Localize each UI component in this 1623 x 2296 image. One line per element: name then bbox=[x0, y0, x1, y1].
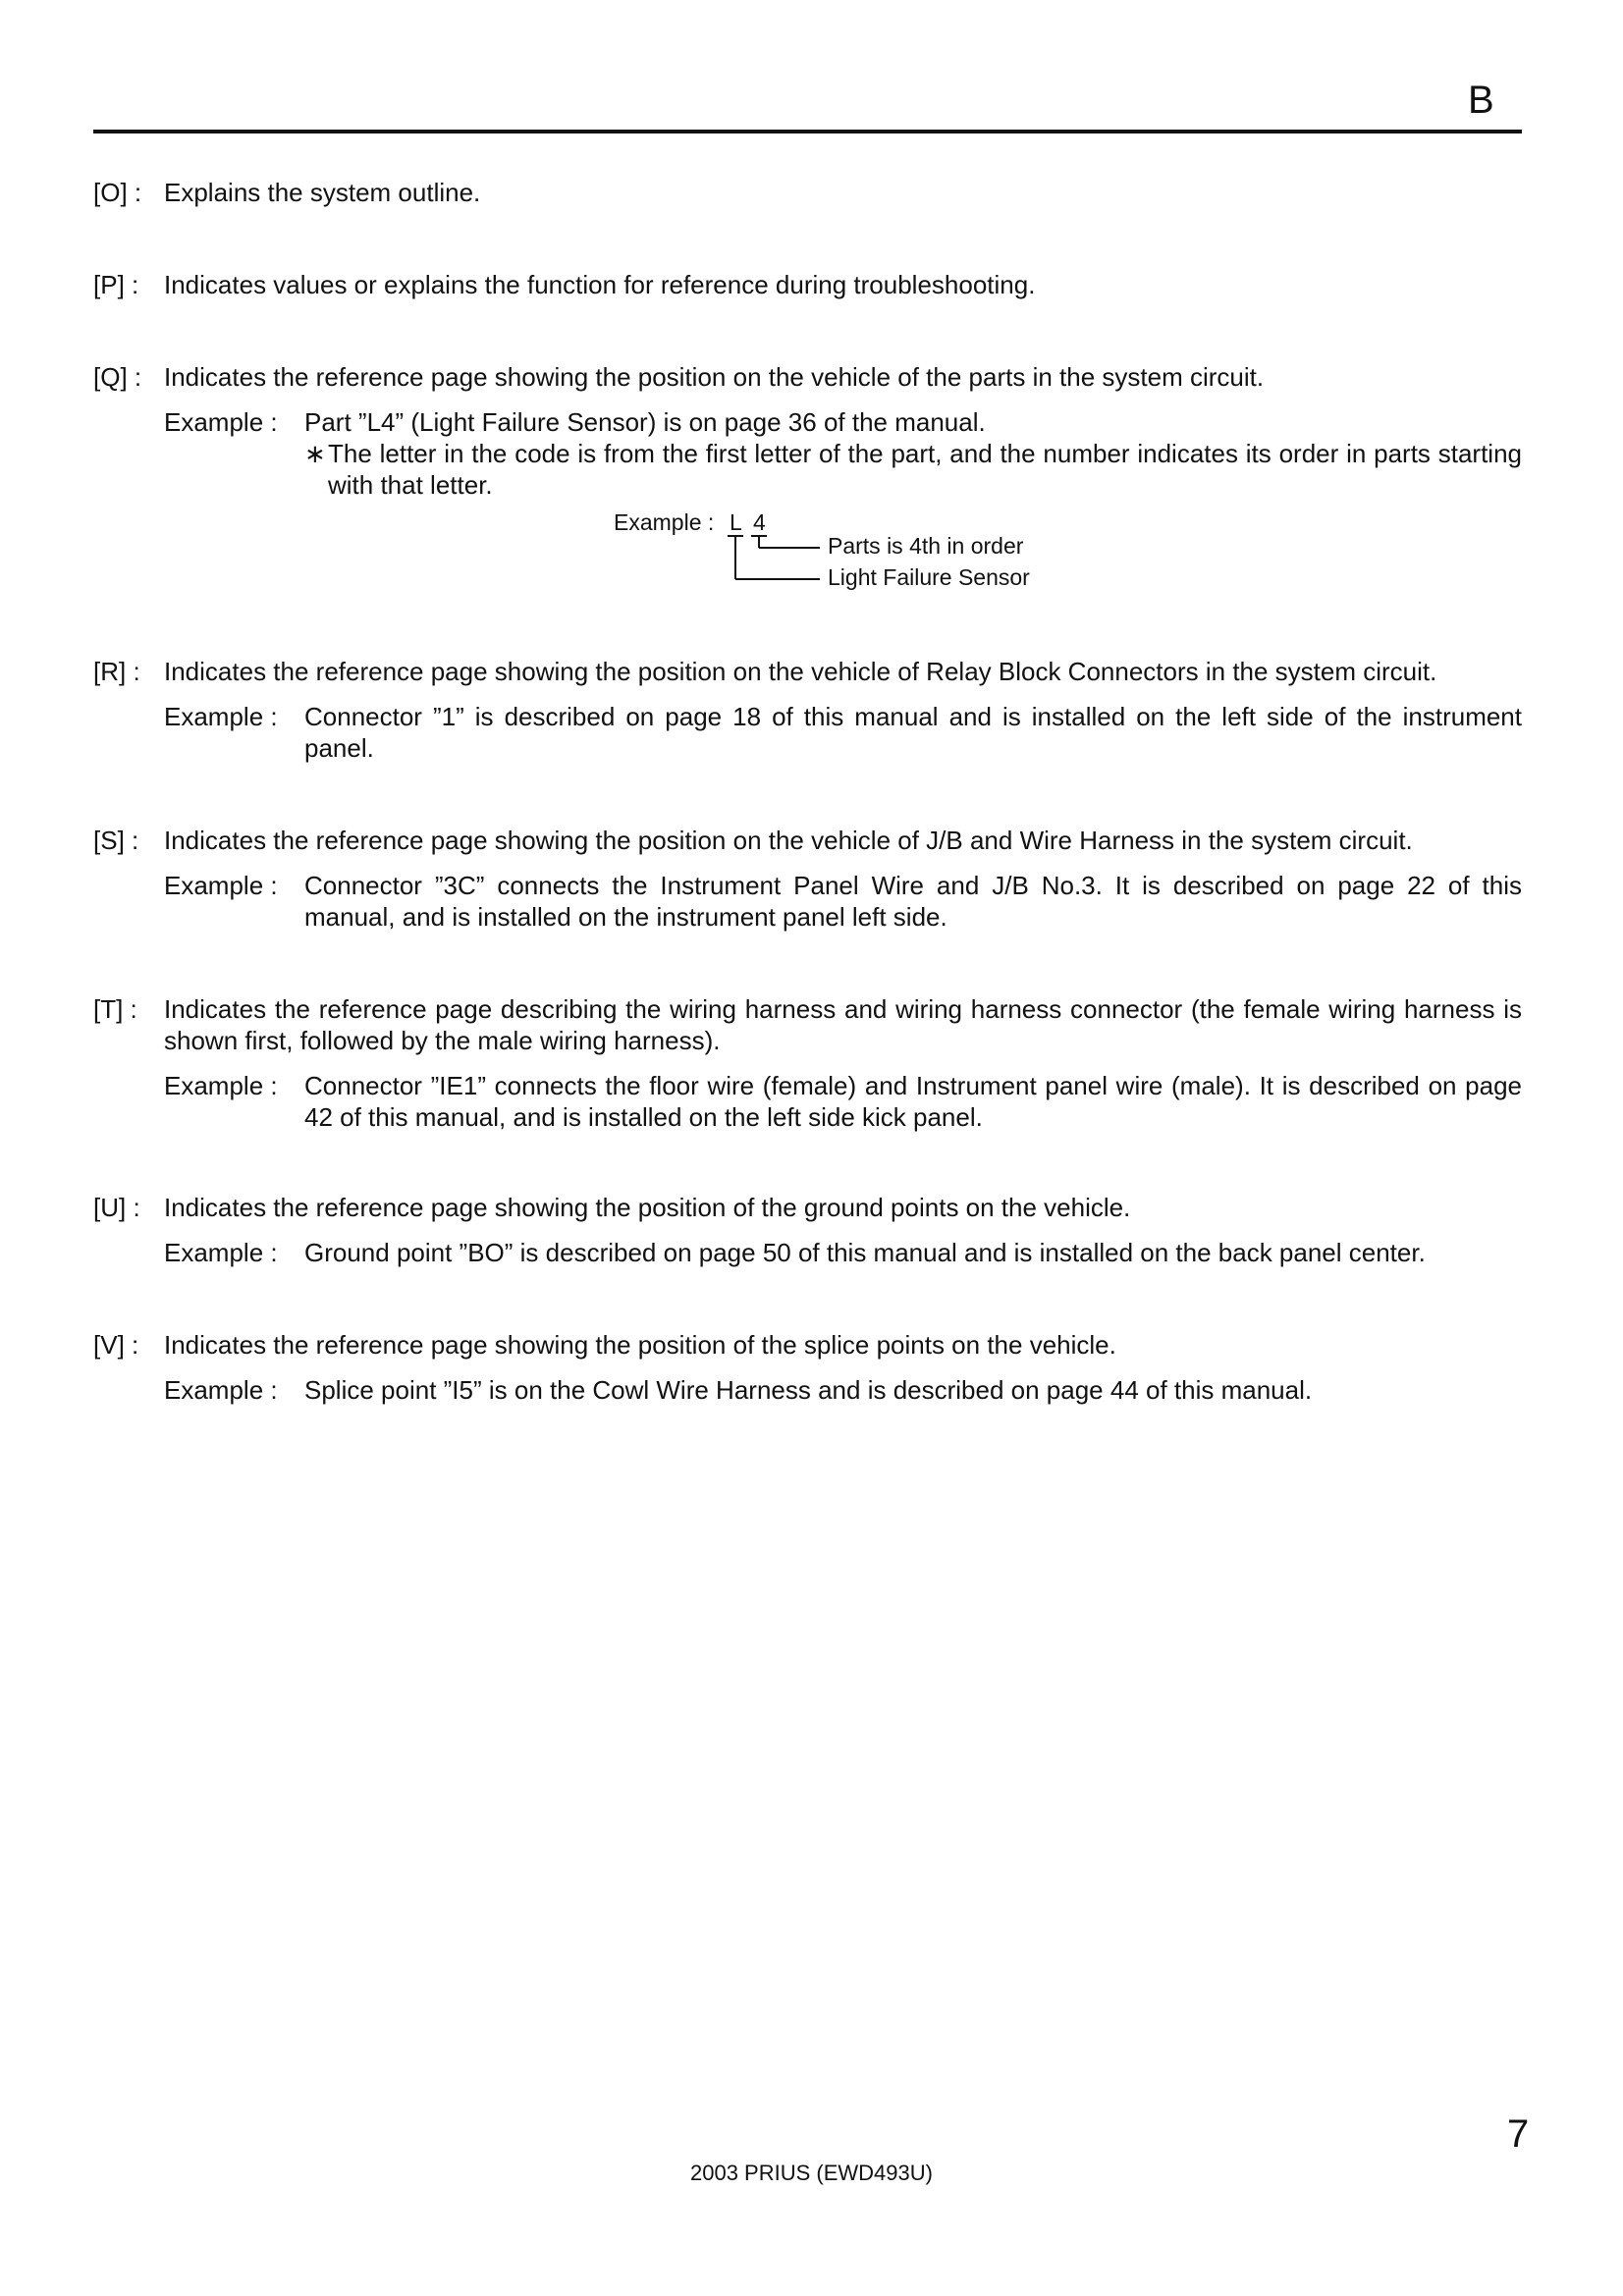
example-row bbox=[93, 1070, 1522, 1133]
example-row bbox=[93, 1374, 1522, 1406]
entry-tag: [T] : bbox=[93, 994, 137, 1024]
entry-description: Indicates the reference page describing the wiring harness and wiring harness connector (the female wiring harness is shown first, followed by the male wiring harness). bbox=[164, 994, 1522, 1055]
code-example-prefix: Example : bbox=[614, 509, 715, 535]
example-text: Connector ”1” is described on page 18 of this manual and is installed on the left side of the instrument panel. bbox=[304, 702, 1522, 763]
entry-tag: [Q] : bbox=[93, 362, 142, 392]
entry-description: Indicates values or explains the function for reference during troubleshooting. bbox=[164, 270, 1036, 299]
legend-entry-u bbox=[93, 1192, 1522, 1268]
example-text: Connector ”IE1” connects the floor wire (female) and Instrument panel wire (male). It is described on page 42 of this manual, and is installed on the left side kick panel. bbox=[304, 1071, 1522, 1132]
entry-tag: [R] : bbox=[93, 657, 140, 686]
entry-tag: [V] : bbox=[93, 1330, 139, 1360]
entry-tag: [S] : bbox=[93, 826, 139, 855]
entry-tag: [P] : bbox=[93, 270, 139, 299]
example-row bbox=[93, 870, 1522, 933]
legend-entry-s bbox=[93, 825, 1522, 933]
letter-meaning: Light Failure Sensor bbox=[828, 564, 1030, 590]
note-row bbox=[304, 438, 1522, 501]
code-example-diagram bbox=[614, 508, 1065, 599]
entry-tag: [U] : bbox=[93, 1193, 140, 1222]
example-text: Splice point ”I5” is on the Cowl Wire Harness and is described on page 44 of this manual. bbox=[304, 1375, 1313, 1405]
legend-entry-o bbox=[93, 177, 1522, 208]
entry-description: Indicates the reference page showing the position on the vehicle of J/B and Wire Harness in the system circuit. bbox=[164, 826, 1413, 855]
example-label: Example : bbox=[164, 407, 278, 437]
entry-tag: [O] : bbox=[93, 178, 142, 207]
legend-entry-q bbox=[93, 361, 1522, 501]
entry-description: Explains the system outline. bbox=[164, 178, 481, 207]
publication-footer: 2003 PRIUS (EWD493U) bbox=[690, 2161, 933, 2185]
entry-description: Indicates the reference page showing the position of the splice points on the vehicle. bbox=[164, 1330, 1116, 1360]
example-label: Example : bbox=[164, 1238, 278, 1267]
example-text: Connector ”3C” connects the Instrument Panel Wire and J/B No.3. It is described on page 22 of this manual, and is installed on the instrument panel left side. bbox=[304, 871, 1522, 932]
example-label: Example : bbox=[164, 871, 278, 900]
example-text: Part ”L4” (Light Failure Sensor) is on page 36 of the manual. bbox=[304, 407, 986, 437]
legend-entry-t bbox=[93, 993, 1522, 1133]
entry-description: Indicates the reference page showing the position on the vehicle of Relay Block Connectors in the system circuit. bbox=[164, 657, 1437, 686]
asterisk-icon: ∗ bbox=[304, 439, 326, 468]
header-rule bbox=[93, 130, 1522, 133]
code-number: 4 bbox=[753, 509, 766, 535]
example-row bbox=[93, 406, 1522, 438]
legend-entry-v bbox=[93, 1329, 1522, 1406]
example-label: Example : bbox=[164, 702, 278, 731]
legend-entry-r bbox=[93, 656, 1522, 764]
example-label: Example : bbox=[164, 1071, 278, 1100]
section-letter: B bbox=[1468, 79, 1494, 122]
example-row bbox=[93, 1237, 1522, 1268]
code-letter: L bbox=[730, 509, 742, 535]
example-row bbox=[93, 701, 1522, 764]
legend-entry-p bbox=[93, 269, 1522, 300]
entry-description: Indicates the reference page showing the position on the vehicle of the parts in the system circuit. bbox=[164, 362, 1265, 392]
page-number: 7 bbox=[1507, 2112, 1530, 2156]
example-text: Ground point ”BO” is described on page 50 of this manual and is installed on the back panel center. bbox=[304, 1238, 1426, 1267]
entry-description: Indicates the reference page showing the position of the ground points on the vehicle. bbox=[164, 1193, 1131, 1222]
number-meaning: Parts is 4th in order bbox=[828, 533, 1024, 559]
example-label: Example : bbox=[164, 1375, 278, 1405]
note-text: The letter in the code is from the first letter of the part, and the number indicates its order in parts starting with that letter. bbox=[328, 439, 1522, 500]
